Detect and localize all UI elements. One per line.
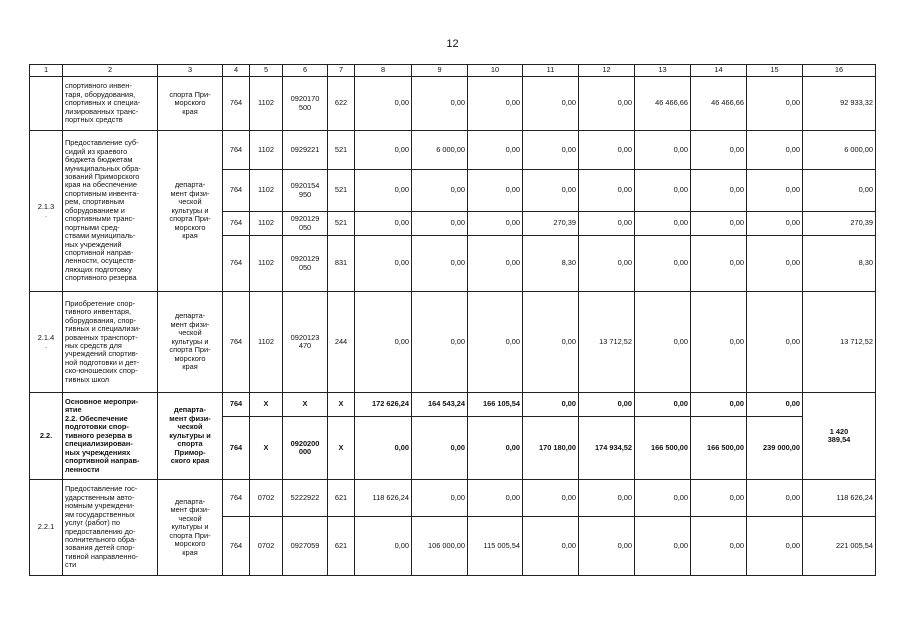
- value-cell: 0,00: [355, 77, 412, 131]
- value-cell: 0,00: [355, 236, 412, 292]
- item-name: Приобретение спор- тивного инвентаря, оборудования, спор- тивных и специализи- рованных транспорт- ных средств для учреждений спортив- ной подготовки и дет- ско-юношеских спор- тивных школ: [63, 292, 158, 393]
- value-cell: 0,00: [355, 212, 412, 236]
- item-executor: спорта При- морского края: [158, 77, 223, 131]
- value-cell: 0,00: [468, 417, 523, 480]
- table-row: [30, 393, 876, 417]
- rz-cell: 1102: [250, 131, 283, 170]
- table-row: [30, 292, 876, 393]
- value-cell: 0,00: [412, 236, 468, 292]
- rz-cell: 1102: [250, 170, 283, 212]
- value-cell: 8,30: [523, 236, 579, 292]
- value-cell: 106 000,00: [412, 517, 468, 576]
- value-cell: 0,00: [747, 236, 803, 292]
- value-cell: 0,00: [579, 517, 635, 576]
- col-num: 4: [223, 65, 250, 77]
- value-cell: 0,00: [355, 170, 412, 212]
- rz-cell: 0702: [250, 480, 283, 517]
- value-cell: 0,00: [523, 480, 579, 517]
- value-cell: 0,00: [468, 292, 523, 393]
- rz-cell: 1102: [250, 77, 283, 131]
- grbs-cell: 764: [223, 212, 250, 236]
- value-cell: 0,00: [635, 480, 691, 517]
- item-name: Предоставление суб- сидий из краевого бюджета бюджетам муниципальных обра- зований Приморского края на обеспечение спортивным инвента- рем, спортивным оборудованием и спортивными транс- портными сред- ствами муниципаль- ных учреждений спортивной направ- ленности, осуществ- ляющих подготовку спортивного резерва: [63, 131, 158, 292]
- item-name: Основное меропри- ятие 2.2. Обеспечение подготовки спор- тивного резерва в специализирован- ных учреждениях спортивной направ- ленности: [63, 393, 158, 480]
- value-cell: 0,00: [355, 417, 412, 480]
- value-cell: 0,00: [635, 131, 691, 170]
- grbs-cell: 764: [223, 480, 250, 517]
- rz-cell: 1102: [250, 236, 283, 292]
- value-cell: 0,00: [412, 417, 468, 480]
- value-cell: 0,00: [579, 236, 635, 292]
- col-num: 1: [30, 65, 63, 77]
- value-cell: 0,00: [579, 77, 635, 131]
- value-cell: 0,00: [691, 480, 747, 517]
- value-cell: 0,00: [691, 517, 747, 576]
- value-cell: 0,00: [468, 236, 523, 292]
- value-cell: 270,39: [523, 212, 579, 236]
- grbs-cell: 764: [223, 417, 250, 480]
- total-cell: 8,30: [803, 236, 876, 292]
- col-num: 3: [158, 65, 223, 77]
- col-num: 16: [803, 65, 876, 77]
- value-cell: 0,00: [579, 170, 635, 212]
- rz-cell: 0702: [250, 517, 283, 576]
- value-cell: 164 543,24: [412, 393, 468, 417]
- total-cell: 0,00: [803, 170, 876, 212]
- value-cell: 0,00: [579, 393, 635, 417]
- csr-cell: 0920170 500: [283, 77, 328, 131]
- vr-cell: 621: [328, 480, 355, 517]
- total-cell: 92 933,32: [803, 77, 876, 131]
- csr-cell: 0920123 470: [283, 292, 328, 393]
- item-code: 2.1.4 .: [30, 292, 63, 393]
- value-cell: 0,00: [747, 480, 803, 517]
- col-num: 11: [523, 65, 579, 77]
- item-name: спортивного инвен- таря, оборудования, спортивных и специа- лизированных транс- портных средств: [63, 77, 158, 131]
- grbs-cell: 764: [223, 131, 250, 170]
- rz-cell: X: [250, 393, 283, 417]
- col-num: 2: [63, 65, 158, 77]
- value-cell: 46 466,66: [691, 77, 747, 131]
- total-cell: 6 000,00: [803, 131, 876, 170]
- value-cell: 0,00: [747, 131, 803, 170]
- value-cell: 0,00: [355, 517, 412, 576]
- page-number: 12: [446, 38, 459, 50]
- column-number-row: [30, 65, 876, 77]
- csr-cell: X: [283, 393, 328, 417]
- value-cell: 0,00: [355, 131, 412, 170]
- csr-cell: 0927059: [283, 517, 328, 576]
- csr-cell: 0920154 950: [283, 170, 328, 212]
- vr-cell: 521: [328, 212, 355, 236]
- grbs-cell: 764: [223, 393, 250, 417]
- total-cell: 221 005,54: [803, 517, 876, 576]
- value-cell: 0,00: [635, 236, 691, 292]
- value-cell: 0,00: [468, 170, 523, 212]
- vr-cell: 521: [328, 131, 355, 170]
- value-cell: 0,00: [579, 212, 635, 236]
- value-cell: 166 500,00: [691, 417, 747, 480]
- col-num: 10: [468, 65, 523, 77]
- vr-cell: 831: [328, 236, 355, 292]
- rz-cell: 1102: [250, 212, 283, 236]
- value-cell: 0,00: [468, 77, 523, 131]
- grbs-cell: 764: [223, 77, 250, 131]
- value-cell: 0,00: [747, 393, 803, 417]
- grbs-cell: 764: [223, 517, 250, 576]
- value-cell: 6 000,00: [412, 131, 468, 170]
- value-cell: 0,00: [579, 480, 635, 517]
- item-executor: департа- мент физи- ческой культуры и спорта При- морского края: [158, 480, 223, 576]
- value-cell: 0,00: [635, 170, 691, 212]
- value-cell: 0,00: [635, 517, 691, 576]
- table-row: [30, 480, 876, 517]
- item-name: Предоставление гос- ударственным авто- номным учреждени- ям государственных услуг (работ) по предоставлению до- полнительного обра- зования детей спор- тивной направленно- сти: [63, 480, 158, 576]
- total-cell: 1 420 389,54: [803, 393, 876, 480]
- value-cell: 174 934,52: [579, 417, 635, 480]
- value-cell: 166 105,54: [468, 393, 523, 417]
- vr-cell: 621: [328, 517, 355, 576]
- col-num: 9: [412, 65, 468, 77]
- item-code: [30, 77, 63, 131]
- vr-cell: X: [328, 393, 355, 417]
- value-cell: 0,00: [691, 170, 747, 212]
- value-cell: 0,00: [579, 131, 635, 170]
- value-cell: 0,00: [747, 292, 803, 393]
- value-cell: 118 626,24: [355, 480, 412, 517]
- col-num: 14: [691, 65, 747, 77]
- vr-cell: X: [328, 417, 355, 480]
- col-num: 12: [579, 65, 635, 77]
- table-row: [30, 77, 876, 131]
- csr-cell: 0929221: [283, 131, 328, 170]
- csr-cell: 5222922: [283, 480, 328, 517]
- col-num: 7: [328, 65, 355, 77]
- vr-cell: 622: [328, 77, 355, 131]
- value-cell: 0,00: [355, 292, 412, 393]
- value-cell: 0,00: [412, 170, 468, 212]
- rz-cell: X: [250, 417, 283, 480]
- csr-cell: 0920129 050: [283, 212, 328, 236]
- item-executor: департа- мент физи- ческой культуры и спорта При- морского края: [158, 292, 223, 393]
- value-cell: 0,00: [747, 212, 803, 236]
- col-num: 6: [283, 65, 328, 77]
- value-cell: 166 500,00: [635, 417, 691, 480]
- value-cell: 0,00: [523, 292, 579, 393]
- value-cell: 0,00: [523, 517, 579, 576]
- total-cell: 118 626,24: [803, 480, 876, 517]
- value-cell: 0,00: [523, 131, 579, 170]
- item-code: 2.1.3 .: [30, 131, 63, 292]
- value-cell: 115 005,54: [468, 517, 523, 576]
- total-cell: 270,39: [803, 212, 876, 236]
- col-num: 15: [747, 65, 803, 77]
- csr-cell: 0920200 000: [283, 417, 328, 480]
- value-cell: 0,00: [635, 212, 691, 236]
- value-cell: 0,00: [635, 393, 691, 417]
- value-cell: 0,00: [468, 212, 523, 236]
- item-executor: департа- мент физи- ческой культуры и спорта Примор- ского края: [158, 393, 223, 480]
- csr-cell: 0920129 050: [283, 236, 328, 292]
- value-cell: 0,00: [691, 131, 747, 170]
- value-cell: 0,00: [691, 292, 747, 393]
- value-cell: 0,00: [747, 77, 803, 131]
- total-cell: 13 712,52: [803, 292, 876, 393]
- grbs-cell: 764: [223, 170, 250, 212]
- value-cell: 172 626,24: [355, 393, 412, 417]
- value-cell: 170 180,00: [523, 417, 579, 480]
- value-cell: 0,00: [412, 480, 468, 517]
- col-num: 8: [355, 65, 412, 77]
- value-cell: 0,00: [412, 292, 468, 393]
- col-num: 5: [250, 65, 283, 77]
- vr-cell: 521: [328, 170, 355, 212]
- value-cell: 46 466,66: [635, 77, 691, 131]
- value-cell: 0,00: [468, 131, 523, 170]
- value-cell: 0,00: [747, 170, 803, 212]
- item-code: 2.2.: [30, 393, 63, 480]
- value-cell: 0,00: [523, 170, 579, 212]
- value-cell: 0,00: [747, 517, 803, 576]
- grbs-cell: 764: [223, 236, 250, 292]
- value-cell: 0,00: [691, 393, 747, 417]
- value-cell: 0,00: [691, 236, 747, 292]
- value-cell: 0,00: [523, 77, 579, 131]
- budget-table: [29, 64, 876, 576]
- item-code: 2.2.1: [30, 480, 63, 576]
- value-cell: 239 000,00: [747, 417, 803, 480]
- value-cell: 0,00: [635, 292, 691, 393]
- value-cell: 0,00: [691, 212, 747, 236]
- value-cell: 0,00: [412, 77, 468, 131]
- value-cell: 0,00: [412, 212, 468, 236]
- rz-cell: 1102: [250, 292, 283, 393]
- item-executor: департа- мент физи- ческой культуры и спорта При- морского края: [158, 131, 223, 292]
- value-cell: 0,00: [468, 480, 523, 517]
- value-cell: 0,00: [523, 393, 579, 417]
- table-row: [30, 131, 876, 170]
- grbs-cell: 764: [223, 292, 250, 393]
- vr-cell: 244: [328, 292, 355, 393]
- col-num: 13: [635, 65, 691, 77]
- value-cell: 13 712,52: [579, 292, 635, 393]
